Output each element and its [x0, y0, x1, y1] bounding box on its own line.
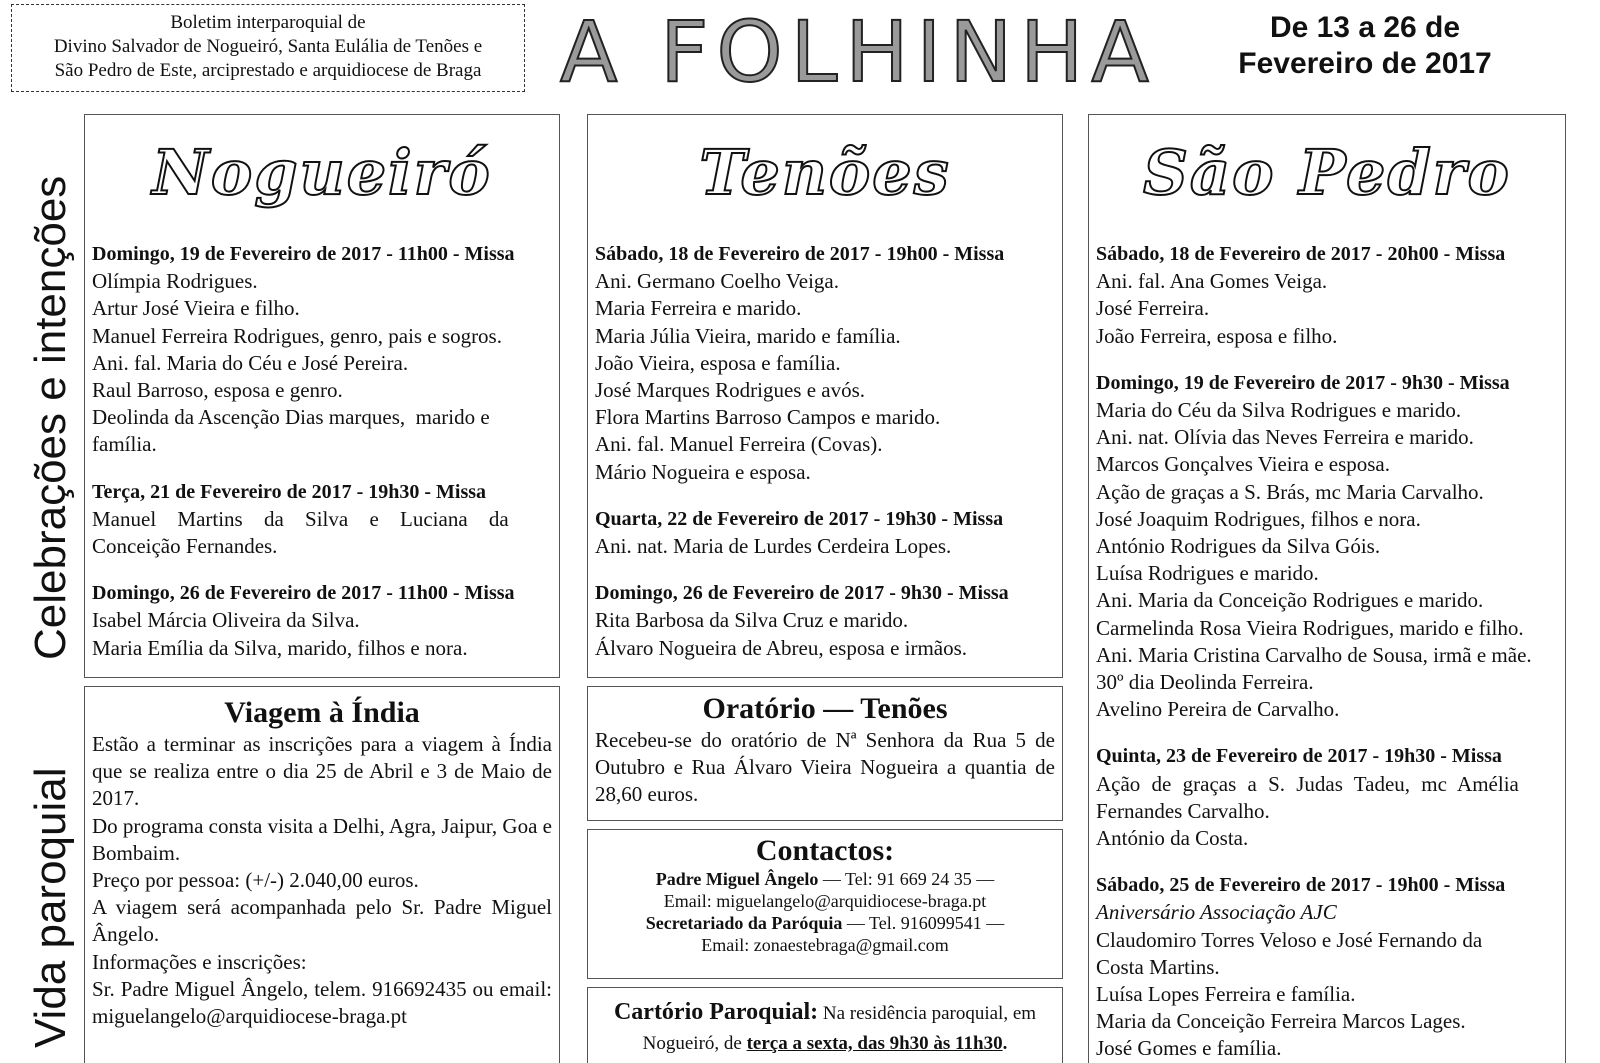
mass-heading: Sábado, 25 de Fevereiro de 2017 - 19h00 - Missa: [1096, 874, 1506, 897]
intention: Ação de graças a S. Judas Tadeu, mc Amélia: [1096, 771, 1519, 796]
oratorio-text: Recebeu-se do oratório de Nª Senhora da Rua 5 de Outubro e Rua Álvaro Vieira Nogueira a quantia de 28,60 euros.: [595, 728, 1055, 807]
intention: Maria da Conceição Ferreira Marcos Lages.: [1096, 1009, 1466, 1034]
india-paragraph: Estão a terminar as inscrições para a viagem à Índia que se realiza entre o dia 25 de Abril e 3 de Maio de 2017.: [92, 732, 552, 811]
mass-heading: Domingo, 26 de Fevereiro de 2017 - 9h30 - Missa: [595, 582, 1009, 605]
mass-block: [595, 506, 1055, 560]
intention: Luísa Lopes Ferreira e família.: [1096, 982, 1356, 1007]
intention: Ani. nat. Maria de Lurdes Cerdeira Lopes.: [595, 534, 952, 559]
mass-block: [595, 241, 1055, 486]
intention: Flora Martins Barroso Campos e marido.: [595, 405, 941, 430]
intention: Manuel Ferreira Rodrigues, genro, pais e sogros.: [92, 323, 502, 348]
intention: Raul Barroso, esposa e genro.: [92, 378, 343, 403]
india-paragraph: Do programa consta visita a Delhi, Agra, Jaipur, Goa e Bombaim.: [92, 813, 552, 865]
intention: 30º dia Deolinda Ferreira.: [1096, 670, 1314, 695]
intention: Álvaro Nogueira de Abreu, esposa e irmãos.: [595, 635, 968, 660]
contact-padre-tel[interactable]: — Tel: 91 669 24 35 —: [822, 869, 995, 889]
contact-sec-email[interactable]: Email: zonaestebraga@gmail.com: [701, 935, 949, 955]
intention: António da Costa.: [1096, 826, 1249, 851]
intention: Maria Júlia Vieira, marido e família.: [595, 323, 901, 348]
contact-sec-name: Secretariado da Paróquia: [645, 913, 843, 933]
intention: António Rodrigues da Silva Góis.: [1096, 534, 1381, 559]
contactos-title: Contactos:: [755, 834, 895, 867]
mass-heading: Quarta, 22 de Fevereiro de 2017 - 19h30 - Missa: [595, 507, 1004, 530]
intention: Ani. Maria Cristina Carvalho de Sousa, irmã e mãe.: [1096, 642, 1532, 667]
intention: Mário Nogueira e esposa.: [595, 459, 811, 484]
intention: José Ferreira.: [1096, 296, 1210, 321]
intention-italic: Aniversário Associação AJC: [1096, 900, 1337, 925]
india-title: Viagem à Índia: [224, 696, 420, 729]
mass-heading: Domingo, 19 de Fevereiro de 2017 - 11h00 - Missa: [92, 243, 515, 265]
parish-title-tenoes: Tenões: [699, 136, 951, 209]
parish-title-sao-pedro: São Pedro: [1143, 136, 1511, 209]
india-paragraph: Sr. Padre Miguel Ângelo, telem. 916692435 ou email: miguelangelo@arquidiocese-braga.pt: [92, 976, 552, 1029]
date-line-2: Fevereiro de 2017: [1238, 47, 1492, 80]
intention: Ani. fal. Manuel Ferreira (Covas).: [595, 432, 883, 457]
cartorio-text: [595, 998, 1055, 1058]
mass-heading: Sábado, 18 de Fevereiro de 2017 - 20h00 - Missa: [1096, 243, 1506, 265]
intention: Ani. Germano Coelho Veiga.: [595, 269, 839, 294]
cartorio-text-1: Na residência paroquial, em Nogueiró, de: [642, 1003, 1037, 1054]
mass-heading: Quinta, 23 de Fevereiro de 2017 - 19h30 - Missa: [1096, 745, 1502, 768]
panel-oratorio: [587, 686, 1063, 821]
panel-cartorio: [587, 987, 1063, 1063]
intention: Carmelinda Rosa Vieira Rodrigues, marido e filho.: [1096, 615, 1524, 640]
panel-tenoes: [587, 114, 1063, 678]
contact-sec-tel[interactable]: — Tel. 916099541 —: [846, 913, 1005, 933]
header-line-3: São Pedro de Este, arciprestado e arquidiocese de Braga: [54, 60, 482, 81]
mass-heading: Domingo, 19 de Fevereiro de 2017 - 9h30 - Missa: [1096, 371, 1510, 394]
intention: Ani. nat. Olívia das Neves Ferreira e marido.: [1096, 425, 1474, 450]
mass-block: [92, 580, 552, 662]
intention: Deolinda da Ascenção Dias marques, marido e: [92, 405, 490, 430]
intention: Marcos Gonçalves Vieira e esposa.: [1096, 452, 1390, 477]
intention: Fernandes Carvalho.: [1096, 798, 1270, 823]
parish-title-nogueiro: Nogueiró: [152, 136, 492, 209]
intention: Isabel Márcia Oliveira da Silva.: [92, 608, 360, 633]
intention: Claudomiro Torres Veloso e José Fernando da: [1096, 927, 1483, 952]
mass-heading: Sábado, 18 de Fevereiro de 2017 - 19h00 - Missa: [595, 243, 1005, 265]
intention: Olímpia Rodrigues.: [92, 269, 258, 294]
intention: Ação de graças a S. Brás, mc Maria Carvalho.: [1096, 479, 1484, 504]
intention: Luísa Rodrigues e marido.: [1096, 561, 1319, 586]
panel-sao-pedro: [1088, 114, 1566, 1063]
intention: José Joaquim Rodrigues, filhos e nora.: [1096, 506, 1421, 531]
cartorio-end: .: [1002, 1033, 1008, 1054]
mass-heading: Domingo, 26 de Fevereiro de 2017 - 11h00 - Missa: [92, 582, 515, 605]
contact-padre-email[interactable]: Email: miguelangelo@arquidiocese-braga.pt: [663, 891, 987, 911]
mass-block: [1096, 743, 1558, 852]
intention: Ani. Maria da Conceição Rodrigues e marido.: [1096, 588, 1484, 613]
contact-secretariado: [588, 912, 1062, 934]
mass-block: [1096, 872, 1558, 1062]
mass-block: [1096, 370, 1558, 724]
intention: Rita Barbosa da Silva Cruz e marido.: [595, 608, 909, 633]
india-paragraph: A viagem será acompanhada pelo Sr. Padre Miguel Ângelo.: [92, 895, 552, 947]
intention: Avelino Pereira de Carvalho.: [1096, 697, 1340, 722]
intention: Maria Emília da Silva, marido, filhos e nora.: [92, 635, 468, 660]
intention: Ani. fal. Maria do Céu e José Pereira.: [92, 350, 409, 375]
mass-block: [92, 479, 552, 561]
intention: João Ferreira, esposa e filho.: [1096, 323, 1338, 348]
intention: José Marques Rodrigues e avós.: [595, 378, 866, 403]
intention: Manuel Martins da Silva e Luciana da: [92, 506, 509, 531]
intention: João Vieira, esposa e família.: [595, 350, 841, 375]
header-line-1: Boletim interparoquial de: [170, 12, 366, 33]
mass-block: [595, 580, 1055, 662]
panel-viagem-india: [84, 686, 560, 1063]
cartorio-hours: terça a sexta, das 9h30 às 11h30: [746, 1033, 1003, 1054]
mass-block: [92, 241, 552, 459]
intention: Costa Martins.: [1096, 954, 1220, 979]
india-paragraph: Informações e inscrições:: [92, 949, 307, 974]
india-paragraph: Preço por pessoa: (+/-) 2.040,00 euros.: [92, 868, 419, 893]
contact-padre: [588, 868, 1062, 890]
cartorio-label: Cartório Paroquial:: [613, 999, 819, 1025]
intention: Maria do Céu da Silva Rodrigues e marido.: [1096, 398, 1462, 423]
header-line-2: Divino Salvador de Nogueiró, Santa Eulália de Tenões e: [53, 36, 483, 57]
intention: José Gomes e família.: [1096, 1036, 1282, 1061]
intention: Conceição Fernandes.: [92, 534, 278, 559]
side-label-vida-paroquial: Vida paroquial: [26, 767, 75, 1048]
panel-nogueiro: [84, 114, 560, 678]
intention: Maria Ferreira e marido.: [595, 296, 802, 321]
panel-contactos: [587, 829, 1063, 979]
side-label-celebracoes: Celebrações e intenções: [26, 175, 75, 660]
date-line-1: De 13 a 26 de: [1269, 11, 1461, 44]
intention: família.: [92, 432, 157, 457]
india-body: [92, 731, 552, 1030]
bulletin-header-box: [11, 4, 525, 92]
date-range: [1200, 10, 1530, 82]
intention: Ani. fal. Ana Gomes Veiga.: [1096, 269, 1328, 294]
mass-block: [1096, 241, 1558, 350]
oratorio-title: Oratório — Tenões: [702, 692, 948, 725]
contact-padre-name: Padre Miguel Ângelo: [655, 869, 819, 889]
intention: Artur José Vieira e filho.: [92, 296, 300, 321]
mass-heading: Terça, 21 de Fevereiro de 2017 - 19h30 - Missa: [92, 480, 487, 503]
masthead-title: A FOLHINHA: [560, 3, 1157, 101]
